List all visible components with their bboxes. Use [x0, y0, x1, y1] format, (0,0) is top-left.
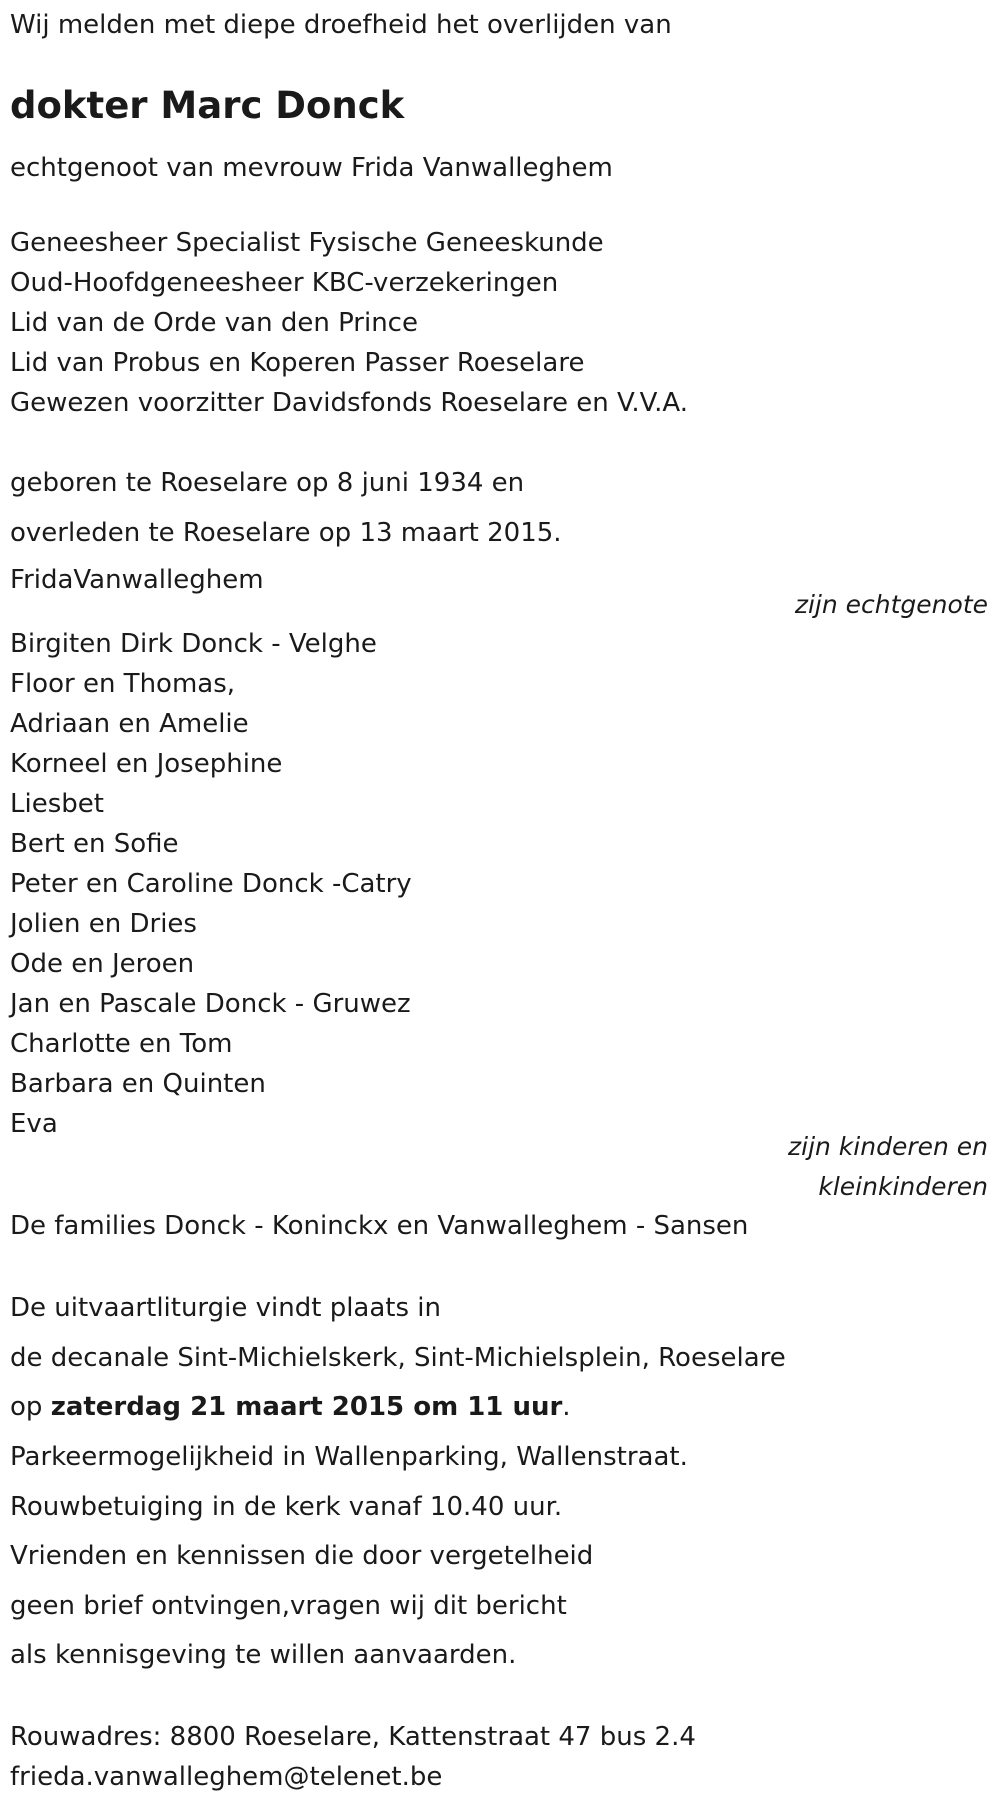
- title-line: Gewezen voorzitter Davidsfonds Roeselare en V.V.A.: [10, 388, 688, 418]
- mourning-address: Rouwadres: 8800 Roeselare, Kattenstraat 47 bus 2.4: [10, 1722, 696, 1752]
- title-line: Oud-Hoofdgeneesheer KBC-verzekeringen: [10, 268, 559, 298]
- funeral-date: zaterdag 21 maart 2015 om 11 uur: [50, 1392, 563, 1422]
- family-member: Liesbet: [10, 789, 104, 819]
- title-line: Lid van de Orde van den Prince: [10, 308, 418, 338]
- family-role: zijn kinderen en: [788, 1132, 988, 1161]
- funeral-line: De uitvaartliturgie vindt plaats in: [10, 1293, 442, 1323]
- deceased-name: dokter Marc Donck: [10, 84, 405, 127]
- title-line: Lid van Probus en Koperen Passer Roeselare: [10, 348, 585, 378]
- family-member: Charlotte en Tom: [10, 1029, 233, 1059]
- family-role: kleinkinderen: [818, 1172, 988, 1201]
- family-member: Peter en Caroline Donck -Catry: [10, 869, 412, 899]
- funeral-date-prefix: op: [10, 1392, 51, 1422]
- widow-role: zijn echtgenote: [794, 590, 988, 619]
- family-member: Barbara en Quinten: [10, 1069, 266, 1099]
- birth-line: geboren te Roeselare op 8 juni 1934 en: [10, 468, 525, 498]
- extended-families: De families Donck - Koninckx en Vanwalleghem - Sansen: [10, 1211, 749, 1241]
- death-line: overleden te Roeselare op 13 maart 2015.: [10, 518, 562, 548]
- notice-line: als kennisgeving te willen aanvaarden.: [10, 1640, 517, 1670]
- family-member: Korneel en Josephine: [10, 749, 283, 779]
- family-member: Floor en Thomas,: [10, 669, 236, 699]
- family-member: Adriaan en Amelie: [10, 709, 249, 739]
- notice-line: Vrienden en kennissen die door vergetelheid: [10, 1541, 594, 1571]
- title-line: Geneesheer Specialist Fysische Geneeskunde: [10, 228, 604, 258]
- family-member: Jolien en Dries: [10, 909, 197, 939]
- funeral-date-suffix: .: [562, 1392, 571, 1422]
- family-member: Birgiten Dirk Donck - Velghe: [10, 629, 377, 659]
- funeral-church: de decanale Sint-Michielskerk, Sint-Michielsplein, Roeselare: [10, 1343, 786, 1373]
- widow-name: FridaVanwalleghem: [10, 565, 264, 595]
- contact-email: frieda.vanwalleghem@telenet.be: [10, 1762, 443, 1792]
- family-member: Ode en Jeroen: [10, 949, 195, 979]
- family-member: Jan en Pascale Donck - Gruwez: [10, 989, 411, 1019]
- condolence-info: Rouwbetuiging in de kerk vanaf 10.40 uur.: [10, 1492, 563, 1522]
- parking-info: Parkeermogelijkheid in Wallenparking, Wallenstraat.: [10, 1442, 688, 1472]
- spouse-line: echtgenoot van mevrouw Frida Vanwalleghem: [10, 153, 613, 183]
- intro-text: Wij melden met diepe droefheid het overlijden van: [10, 10, 672, 40]
- funeral-date-line: [10, 1390, 571, 1424]
- family-member: Eva: [10, 1109, 58, 1139]
- notice-line: geen brief ontvingen,vragen wij dit bericht: [10, 1591, 567, 1621]
- family-member: Bert en Sofie: [10, 829, 179, 859]
